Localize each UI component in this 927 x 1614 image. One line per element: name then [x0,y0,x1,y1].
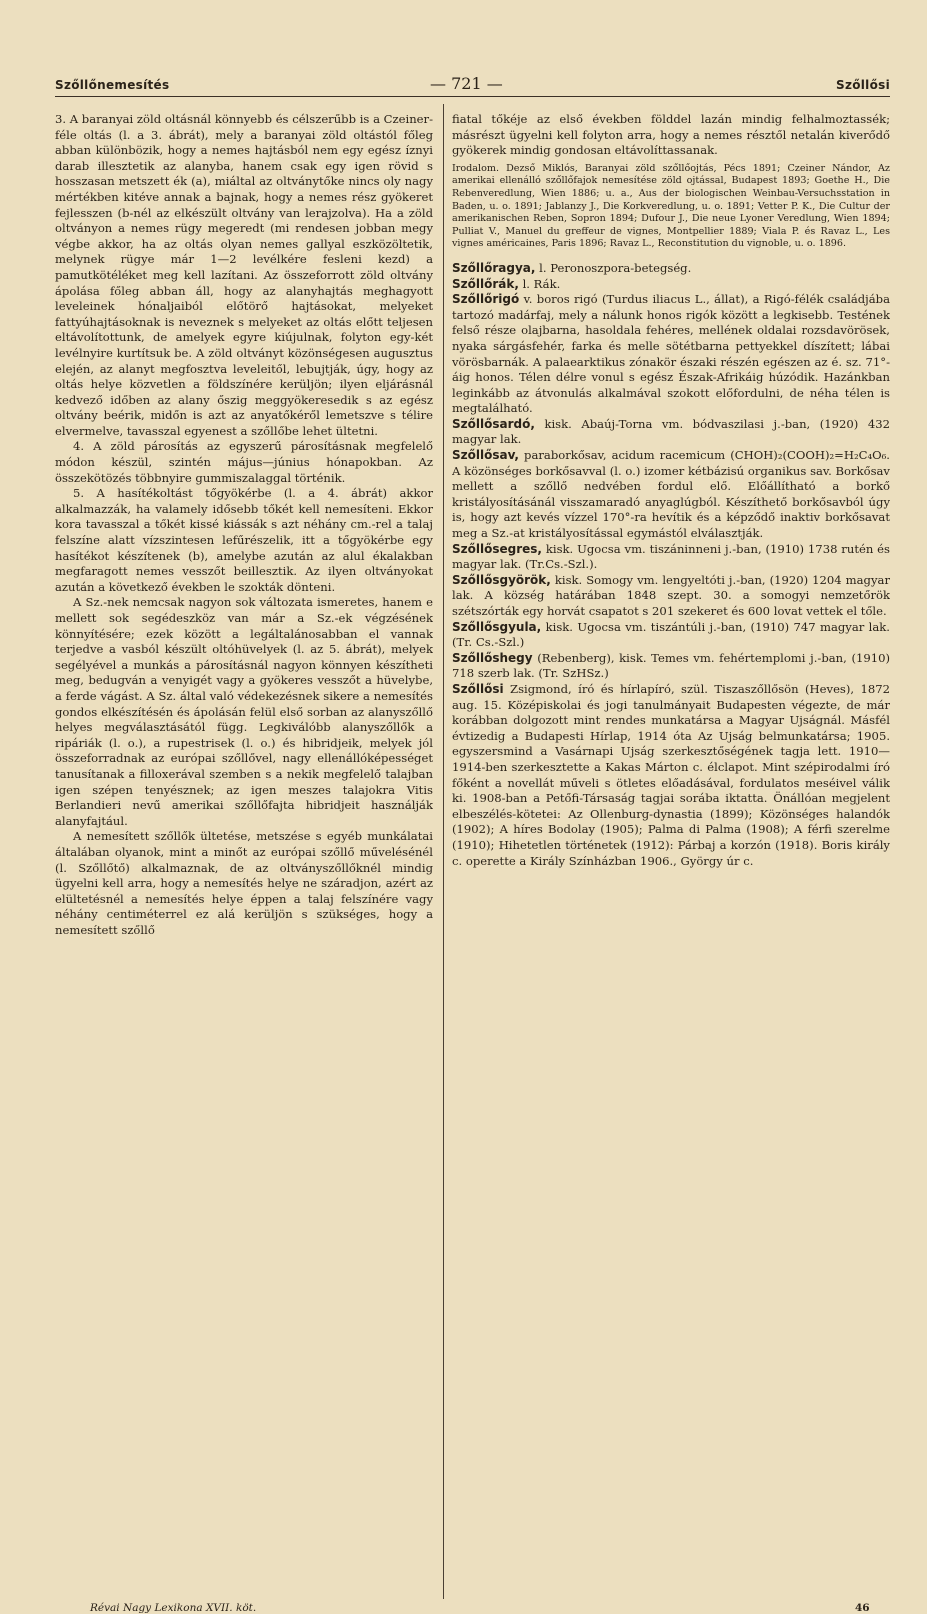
entry-body: paraborkősav, acidum racemicum (CHOH)₂(COOH)₂=H₂C₄O₆. A közönséges borkősavval (l. o.) izomer kétbázisú organikus sav. Borkősav mellett a szőllő nedvében fordul elő. Előállítható a borkő kristályosításánál visszamaradó anyaglúgból. Készíthető borkősavból úgy is, hogy azt kevés vízzel 170°-ra hevítik és a képződő inaktiv borkősavat meg a Sz.-at kristályosítással egymástól elválasztják. [452,448,890,541]
footer-volume: Révai Nagy Lexikona XVII. köt. [90,1602,257,1614]
entry-head: Szőllőshegy [452,650,533,665]
page-header [55,74,890,96]
column-divider [443,104,444,1599]
entry [452,682,890,869]
entry [452,417,890,448]
entry [452,542,890,573]
paragraph: A nemesített szőllők ültetése, metszése s egyéb munkálatai általában olyanok, mint a minőt az európai szőllő művelésénél (l. Szőllőtő) alkalmaznak, de az oltványszőllőknél mindig ügyelni kell arra, hogy a nemesítés helye ne száradjon, azért az elültetésnél a nemesítés helye éppen a talaj felszínére vagy néhány centiméterrel ez alá kerüljön s szükséges, hogy a nemesített szőllő [55,829,433,937]
entry [452,448,890,542]
paragraph: 4. A zöld párosítás az egyszerű párosításnak megfelelő módon készül, szintén május—június hónapokban. Az összekötözés többnyire gummiszalaggal történik. [55,439,433,485]
header-right-keyword: Szőllősi [836,78,890,92]
entry-head: Szőllősardó, [452,416,535,431]
entry-body: kisk. Ugocsa vm. tiszántúli j.-ban, (1910) 747 magyar lak. (Tr. Cs.-Szl.) [452,619,890,650]
left-column [55,112,433,1582]
entry [452,573,890,620]
entry [452,277,890,293]
entry [452,620,890,651]
entry-head: Szőllősgyula, [452,619,542,634]
entry-head: Szőllősegres, [452,541,542,556]
entry-body: v. boros rigó (Turdus iliacus L., állat), a Rigó-félék családjába tartozó madárfaj, mely a nálunk honos rigók között a legkisebb. Testének felső része olajbarna, hasoldala fehéres, mellének oldalai rozsdavörösek, nyaka sárgásfehér, farka és melle sötétbarna pettyekkel díszített; lábai vörösbarnák. A palaearktikus zónakör északi részén egészen az é. sz. 71°-áig honos. Télen délre vonul s egész Észak-Afrikáig húzódik. Hazánkban leginkább az átvonulás alkalmával szokott előfordulni, de néha télen is megtalálható. [452,292,890,416]
entry-body: l. Peronoszpora-betegség. [535,260,692,275]
footer-signature: 46 [855,1602,870,1614]
entry-head: Szőllősav, [452,448,519,463]
entry-body: Zsigmond, író és hírlapíró, szül. Tiszaszőllősön (Heves), 1872 aug. 15. Középiskolai és jogi tanulmányait Budapesten végezte, de már korábban dolgozott mint rendes munkatársa a Magyar Ujságnál. Másfél évtizedig a Budapesti Hírlap, 1914 óta Az Ujság belmunkatársa; 1905. egyszersmind a Vasárnapi Ujság szerkesztőségének tagja lett. 1910—1914-ben szerkesztette a Kakas Márton c. élclapot. Mint szépirodalmi író főként a novellát műveli s ötletes előadásával, fordulatos meséivel válik ki. 1908-ban a Petőfi-Társaság tagjai sorába iktatta. Önállóan megjelent elbeszélés-kötetei: Az Ollenburg-dynastia (1899); Közönséges halandók (1902); A híres Bodolay (1905); Palma di Palma (1908); A férfi szerelme (1910); Hihetetlen történetek (1912): Párbaj a korzón (1918). Boris király c. operette a Király Színházban 1906., György úr c. [452,681,890,868]
entry-body: kisk. Abaúj-Torna vm. bódvaszilasi j.-ban, (1920) 432 magyar lak. [452,416,890,447]
entry-body: kisk. Ugocsa vm. tiszáninneni j.-ban, (1910) 1738 rutén és magyar lak. (Tr.Cs.-Szl.). [452,541,890,572]
entry-head: Szőllősi [452,681,504,696]
entry-head: Szőllőragya, [452,260,536,275]
entry-body: l. Rák. [518,276,561,291]
paragraph: A Sz.-nek nemcsak nagyon sok változata ismeretes, hanem e mellett sok segédeszköz van már a Sz.-ek végzésének könnyítésére; ezek között a legáltalánosabban el vannak terjedve a vasból készült oltóhüvelyek (l. az 5. ábrát), melyek segélyével a munkás a párosításnál nagyon könnyen készítheti meg, bedugván a venyigét vagy a gyökeres vesszőt a hüvelybe, a ferde vágást. A Sz. által való védekezésnek sikere a nemesítés gondos elkészítésén és ápolásán felül első sorban az alanyszőllő helyes megválasztásától függ. Legkiválóbb alanyszőllők a ripáriák (l. o.), a rupestrisek (l. o.) és hibridjeik, melyek jól összeforradnak az európai szőllővel, nagy ellenállóképességet tanusítanak a filloxerával szemben s a nekik megfelelő talajban igen szépen tenyésznek; az igen meszes talajokra Vitis Berlandieri nevű amerikai szőllőfajta hibridjeit használják alanyfajtául. [55,595,433,828]
continuation-paragraph: fiatal tőkéje az első években földdel lazán mindig felhalmoztassék; másrészt ügyelni kell folyton arra, hogy a nemes résztől netalán kiverődő gyökerek mindig gondosan eltávolíttassanak. [452,112,890,158]
entry [452,651,890,682]
entry-head: Szőllősgyörök, [452,572,551,587]
entry-body: (Rebenberg), kisk. Temes vm. fehértemplomi j.-ban, (1910) 718 szerb lak. (Tr. SzHSz.) [452,650,890,681]
entry-head: Szőllőrák, [452,276,519,291]
entry [452,261,890,277]
right-column [452,112,890,1582]
page-number: — 721 — [430,74,503,93]
literature-block: Irodalom. Dezső Miklós, Baranyai zöld szőllőojtás, Pécs 1891; Czeiner Nándor, Az amerikai ellenálló szőllőfajok nemesítése zöld ojtással, Budapest 1893; Goethe H., Die Rebenveredlung, Wien 1886; u. a., Aus der biologischen Weinbau-Versuchsstation in Baden, u. o. 1891; Jablanzy J., Die Korkveredlung, u. o. 1891; Vetter P. K., Die Cultur der amerikanischen Reben, Sopron 1894; Dufour J., Die neue Lyoner Veredlung, Wien 1894; Pulliat V., Manuel du greffeur de vignes, Montpellier 1889; Viala P. és Ravaz L., Les vignes américaines, Paris 1896; Ravaz L., Reconstitution du vignoble, u. o. 1896. [452,162,890,250]
header-rule [55,96,890,97]
paragraph: 3. A baranyai zöld oltásnál könnyebb és célszerűbb is a Czeiner-féle oltás (l. a 3. ábrát), mely a baranyai zöld oltástól főleg abban különbözik, hogy a nemes hajtásból nem egy egész íznyi darab illesztetik az alanyba, hanem csak egy igen rövid s hosszasan metszett ék (a), miáltal az oltványtőke nincs oly nagy mértékben kitéve annak a bajnak, hogy a nemes rész gyökeret fejlesszen (b-nél az elkészült oltvány van lerajzolva). Ha a zöld oltványon a nemes rügy megeredt (mi rendesen jobban megy végbe akkor, ha az oltás olyan nemes gallyal eszközöltetik, melynek rügye már 1—2 levélkére fesleni kezd) a pamutkötéléket meg kell lazítani. Az összeforrott zöld oltvány ápolása főleg abban áll, hogy az alanyhajtás meghagyott leveleinek hónaljaiból előtörő hajtásokat, melyeket fattyúhajtásoknak is neveznek s melyeket az oltás előtt teljesen eltávolítottunk, de amelyek egyre kiújulnak, folyton egy-két levélnyire kurtítsuk be. A zöld oltványt közönségesen augusztus elején, az alanyt megfosztva leveleitől, lebujtják, úgy, hogy az oltás helye közvetlen a földszínére kerüljön; ilyen eljárásnál kedvező időben az alany őszig meggyökeresedik s az egész oltvány beérik, midőn is azt az anyatőkéről lemetszve s télire elvermelve, tavasszal egyenest a szőllőbe lehet ültetni. [55,112,433,438]
header-left-keyword: Szőllőnemesítés [55,78,170,92]
paragraph: 5. A hasítékoltást tőgyökérbe (l. a 4. ábrát) akkor alkalmazzák, ha valamely idősebb tőkét kell nemesíteni. Ekkor kora tavasszal a tőkét kissé kiássák s azt néhány cm.-rel a talaj felszíne alatt vízszintesen lefűrészelik, itt a tőgyökérbe egy hasítékot készítenek (b), amelybe azután az alul ékalakban megfaragott nemes vesszőt beillesztik. Az ilyen oltványokat azután a következő években le szokták dönteni. [55,486,433,594]
entry-head: Szőllőrigó [452,292,520,307]
entry-body: kisk. Somogy vm. lengyeltóti j.-ban, (1920) 1204 magyar lak. A község határában 1848 szept. 30. a somogyi nemzetőrök szétszórták egy horvát csapatot s 201 szekeret és 600 lovat vettek el tőle. [452,572,890,618]
entry [452,292,890,417]
